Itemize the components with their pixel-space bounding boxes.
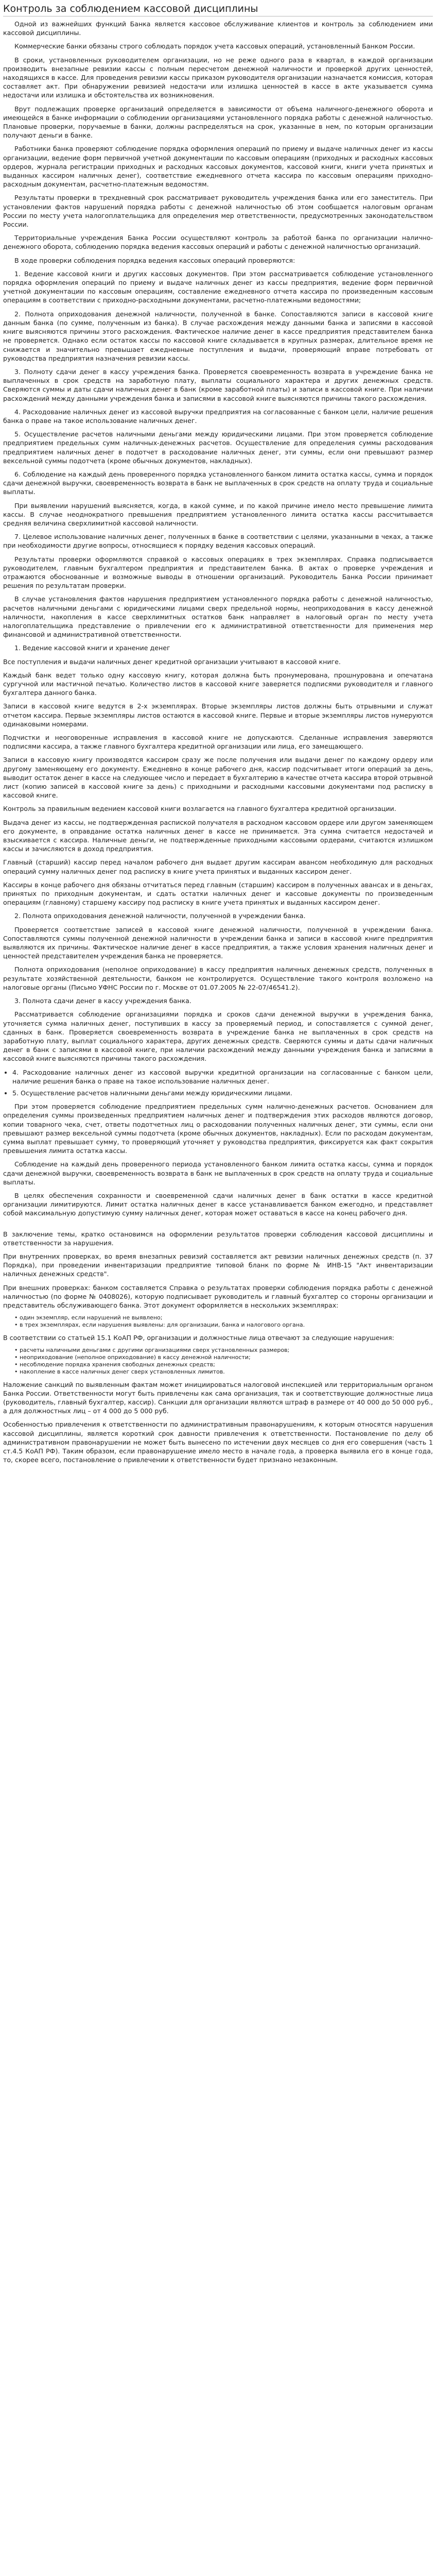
bullet-list [3,1314,433,1328]
paragraph: Записи в кассовой книге ведутся в 2-х экземплярах. Вторые экземпляры листов должны быть отрывными и служат отчетом кассира. Первые экземпляры листов остаются в кассовой книге. Первые и вторые экземпляры листов нумеруются одинаковыми номерами. [3,702,433,728]
paragraph: 2. Полнота оприходования денежной наличности, полученной в учреждении банка. [14,912,306,920]
paragraph: 1. Ведение кассовой книги и других кассовых документов. При этом рассматривается соблюдение установленного порядка оформления операций по приему и выдаче наличных денег из кассы предприятия, ведение форм первичной учетной документации по кассовым операциям, составление ежедневного отчета кассира по произведенным кассовым операциям в соответствии с приходно-расходными документами, расчетно-платежными ведомостями; [3,269,433,304]
paragraph: Кассиры в конце рабочего дня обязаны отчитаться перед главным (старшим) кассиром в полученных авансах и в деньгах, принятых по приходным документам, и сдать остатки наличных денег и кассовые документы по произведенным операциям (главному) старшему кассиру под расписку в книге учета принятых и выданных кассиром денег. [3,880,433,907]
paragraph: При внешних проверках: банком составляется Справка о результатах проверки соблюдения порядка работы с денежной наличностью (по форме № 0408026), которую подписывает руководитель и главный бухгалтер со стороны организации и представитель обслуживающего банка. Этот документ оформляется в нескольких экземплярах: [3,1283,433,1309]
paragraph: Соблюдение на каждый день проверенного периода установленного банком лимита остатка кассы, сумма и порядок сдачи денежной выручки, своевременность возврата в банк не выплаченных в срок средств на оплату труда и социальные выплаты. [3,1160,433,1186]
bullet-list [3,1347,433,1376]
paragraph: При выявлении нарушений выясняется, когда, в какой сумме, и по какой причине имело место превышение лимита кассы. В случае неоднократного превышения предприятием установленного лимита остатка кассы рассчитывается средняя величина сверхлимитной кассовой наличности. [3,501,433,527]
list-item: • один экземпляр, если нарушений не выявлено; [14,1314,163,1321]
page-title: Контроль за соблюдением кассовой дисциплины [3,3,433,16]
paragraph: Одной из важнейших функций Банка является кассовое обслуживание клиентов и контроль за соблюдением ими кассовой дисциплины. [3,20,433,37]
paragraph: При внутренних проверках, во время внезапных ревизий составляется акт ревизии наличных денежных средств (п. 37 Порядка), при проведении инвентаризации предприятие типовой бланк по форме № ИНВ-15 "Акт инвентаризации наличных денежных средств". [3,1252,433,1278]
paragraph: В случае установления фактов нарушения предприятием установленного порядка работы с денежной наличностью, расчетов наличными деньгами с юридическими лицами сверх предельной нормы, неоприходования в кассу денежной наличности, накопления в кассе сверхлимитных остатков банк направляет в налоговый орган по месту учета налогоплательщика представление о привлечении его к административной ответственности для применения мер финансовой и административной ответственности. [3,595,433,639]
paragraph: 7. Целевое использование наличных денег, полученных в банке в соответствии с целями, указанными в чеках, а также при необходимости другие вопросы, относящиеся к порядку ведения кассовых операций. [3,533,433,550]
paragraph: Особенностью привлечения к ответственности по административным правонарушениям, к которым относятся нарушения кассовой дисциплины, является короткий срок давности привлечения к ответственности. Постановление по делу об административном правонарушении не может быть вынесено по истечении двух месяцев со дня его совершения (часть 1 ст.4.5 КоАП РФ). Таким образом, если правонарушение имело место в начале года, а проверка выявила его в конце года, то, скорее всего, постановление о привлечении к ответственности будет признано незаконным. [3,1420,433,1464]
paragraph: 5. Осуществление расчетов наличными деньгами между юридическими лицами. При этом проверяется соблюдение предприятием предельных сумм наличных-денежных расчетов. Осуществление для определения суммы расходования предприятием наличных денег в подотчет в расходование наличных денег, эти суммы, если они превышают размер вексельной суммы подотчета (кроме обычных документов, накладных). [3,430,433,465]
paragraph: 1. Ведение кассовой книги и хранение денег [14,644,170,652]
paragraph: Выдача денег из кассы, не подтвержденная распиской получателя в расходном кассовом ордере или другом заменяющем его документе, в оправдание остатка наличных денег в кассе не принимается. Эта сумма считается недостачей и взыскивается с кассира. Наличные деньги, не подтвержденные приходными кассовыми ордерами, считаются излишком кассы и зачисляются в доход предприятия. [3,818,433,853]
paragraph: Наложение санкций по выявленным фактам может инициироваться налоговой инспекцией или территориальным органом Банка России. Ответственности могут быть привлечены как сама организация, так и соответствующие должностные лица (руководитель, главный бухгалтер, кассир). Санкции для организации являются штраф в размере от 40 000 до 50 000 руб., а для должностных лиц – от 4 000 до 5 000 руб. [3,1380,433,1415]
list-item: • накопление в кассе наличных денег сверх установленных лимитов. [14,1368,225,1376]
document-body [3,20,433,1464]
list-item: • неоприходование (неполное оприходование) в кассу денежной наличности; [14,1354,251,1361]
paragraph: Главный (старший) кассир перед началом рабочего дня выдает другим кассирам авансом необходимую для расходных операций сумму наличных денег под расписку в книге учета принятых и выданных кассиром денег. [3,858,433,875]
paragraph: Работники банка проверяют соблюдение порядка оформления операций по приему и выдаче наличных денег из кассы организации, ведение форм первичной учетной документации по кассовым операциям (приходных и расходных кассовых ордеров, журнала регистрации приходных и расходных кассовых документов, кассовой книги, книги учета принятых и выданных кассиром наличных денег), соответствие ежедневного отчета кассира по кассовым операциям приходно-расходным документам, расчетно-платежным ведомостям. [3,145,433,189]
list-item: • расчеты наличными деньгами с другими организациями сверх установленных размеров; [14,1346,290,1353]
paragraph: Результаты проверки оформляются справкой о кассовых операциях в трех экземплярах. Справка подписывается руководителем, главным бухгалтером предприятия и представителем банка. В актах о проверке учреждения и отражаются обоснованные и возможные выводы в отношении организаций. Руководитель Банка России принимает решения по результатам проверки. [3,555,433,590]
paragraph: 3. Полноту сдачи денег в кассу учреждения банка. Проверяется своевременность возврата в учреждение банка не выплаченных в срок средств на заработную плату, выплаты социального характера и других денежных средств. Сверяются суммы и даты сдачи наличных денег в банк (кроме заработной платы) и записи в кассовой книге. При наличии расхождений между данными учреждения банка и записями в кассовой книге выясняются причины такого расхождения. [3,367,433,402]
paragraph: Результаты проверки в трехдневный срок рассматривает руководитель учреждения банка или его заместитель. При установлении фактов нарушений порядка работы с денежной наличностью об этом сообщается налоговым органам России по месту учета налогоплательщика для определения мер ответственности, предусмотренных законодательством России. [3,194,433,229]
paragraph: В ходе проверки соблюдения порядка ведения кассовых операций проверяются: [14,256,295,264]
paragraph: 4. Расходование наличных денег из кассовой выручки предприятия на согласованные с банком цели, наличие решения банка о праве на такое использование наличных денег. [3,408,433,425]
paragraph: В соответствии со статьей 15.1 КоАП РФ, организации и должностные лица отвечают за следующие нарушения: [3,1333,394,1342]
paragraph: В целях обеспечения сохранности и своевременной сдачи наличных денег в банк остатки в кассе кредитной организации лимитируются. Лимит остатка наличных денег в кассе устанавливается банком ежегодно, и представляет собой максимальную допустимую сумму наличных денег, которая может оставаться в кассе на конец рабочего дня. [3,1191,433,1217]
list-item: • 5. Осуществление расчетов наличными деньгами между юридическими лицами. [12,1089,433,1097]
paragraph: При этом проверяется соблюдение предприятием предельных сумм налично-денежных расчетов. Основанием для определения суммы произведенных предприятием наличных денег и подтверждения этих расходов являются договор, копии товарного чека, счет, ответы подотчетных лиц о расходовании полученных наличных денег, эти суммы, если они превышают размер вексельной суммы подотчета (кроме обычных документов, накладных). Если по расходам документам, сумма выплат превышает сумму, то проверяющий уточняет у руководства предприятия, фиксируется как факт сокрытия превышения лимита остатка кассы. [3,1103,433,1155]
paragraph: Коммерческие банки обязаны строго соблюдать порядок учета кассовых операций, установленный Банком России. [14,42,415,50]
paragraph: Территориальные учреждения Банка России осуществляют контроль за работой банка по организации налично-денежного оборота, соблюдению порядка ведения кассовых операций и работы с денежной наличностью организаций. [3,234,433,251]
paragraph: 3. Полнота сдачи денег в кассу учреждения банка. [14,997,191,1005]
list-item: • несоблюдение порядка хранения свободных денежных средств; [14,1361,215,1368]
paragraph: Проверяется соответствие записей в кассовой книге денежной наличности, полученной в учреждении банка. Сопоставляются суммы полученной денежной наличности в учреждении банка и записи в кассовой книге предприятия выявляются их причины. Фактическое наличие денег в кассе предприятия, а также условия хранения наличных денег и ценностей представителем учреждения банка не проверяется. [3,925,433,960]
paragraph: Врут подлежащих проверке организаций определяется в зависимости от объема наличного-денежного оборота и имеющейся в банке информации о соблюдении организациями установленного порядка работы с денежной наличностью. Плановые проверки, поручаемые в банки, должны распределяться на срок, указанные в нем, по которым организации получают деньги в банке. [3,105,433,140]
paragraph: В сроки, установленных руководителем организации, но не реже одного раза в квартал, в каждой организации производить внезапные ревизии кассы с полным пересчетом денежной наличности и проверкой других ценностей, находящихся в кассе. Для проведения ревизии кассы приказом руководителя организации назначается комиссия, которая составляет акт. При обнаружении ревизией недостачи или излишка ценностей в кассе в акте указывается сумма недостачи или излишка и обстоятельства их возникновения. [3,56,433,99]
paragraph: Все поступления и выдачи наличных денег кредитной организации учитывают в кассовой книге. [3,657,341,666]
paragraph: 6. Соблюдение на каждый день проверенного порядка установленного банком лимита остатка кассы, сумма и порядок сдачи денежной выручки, своевременность возврата в банк не выплаченных в срок средств на оплату труда и социальные выплаты. [3,470,433,496]
section-gap [3,1223,433,1230]
paragraph: 2. Полнота оприходования денежной наличности, полученной в банке. Сопоставляются записи в кассовой книге данным банка (по сумме, полученным из банка). В случае расхождения между данными банка и записями в кассовой книге выясняются причины этого расхождения. Фактическое наличие денег в кассе предприятия представителем банка не проверяется. Однако если остаток кассы по кассовой книге складывается в крупных размерах, длительное время не снижается и значительно превышает ежедневные поступления и выдачи, проверяющий вправе потребовать от руководства предприятия назначения ревизии кассы. [3,310,433,362]
paragraph: Полнота оприходования (неполное оприходование) в кассу предприятия наличных денежных средств, полученных в результате хозяйственной деятельности, банком не контролируется. Осуществление такого контроля возложено на налоговые органы (Письмо УФНС России по г. Москве от 01.07.2005 № 22-07/46541.2). [3,965,433,991]
bullet-list [3,1068,433,1098]
paragraph: Рассматривается соблюдение организациями порядка и сроков сдачи денежной выручки в учреждения банка, уточняется сумма наличных денег, поступивших в кассу за проверяемый период, и сопоставляется с суммой денег, сданных в банк. Проверяется своевременность возврата в учреждение банка не выплаченных в срок средств на заработную плату, выплат социального характера, других денежных средств. Сверяются суммы и даты сдачи наличных денег в банк с записями в кассовой книге, при наличии расхождений между данными учреждения банка и записями в кассовой книге выясняются причины такого расхождения. [3,1010,433,1063]
paragraph: Записи в кассовую книгу производятся кассиром сразу же после получения или выдачи денег по каждому ордеру или другому заменяющему его документу. Ежедневно в конце рабочего дня, кассир подсчитывает итоги операций за день, выводит остаток денег в кассе на следующее число и передает в бухгалтерию в качестве отчета кассира второй отрывной лист (копию записей в кассовой книге за день) с приходными и расходными кассовыми документами под расписку в кассовой книге. [3,756,433,800]
list-item: • в трех экземплярах, если нарушения выявлены: для организации, банка и налогового органа. [14,1321,305,1329]
paragraph: Контроль за правильным ведением кассовой книги возлагается на главного бухгалтера кредитной организации. [3,805,396,813]
paragraph: В заключение темы, кратко остановимся на оформлении результатов проверки соблюдения кассовой дисциплины и ответственности за нарушения. [3,1230,433,1247]
paragraph: Подчистки и неоговоренные исправления в кассовой книге не допускаются. Сделанные исправления заверяются подписями кассира, а также главного бухгалтера кредитной организации или лица, его замещающего. [3,734,433,751]
list-item: • 4. Расходование наличных денег из кассовой выручки кредитной организации на согласованные с банком цели, наличие решения банка о праве на такое использование наличных денег. [12,1068,433,1086]
paragraph: Каждый банк ведет только одну кассовую книгу, которая должна быть пронумерована, прошнурована и опечатана сургучной или мастичной печатью. Количество листов в кассовой книге заверяется подписями руководителя и главного бухгалтера данного банка. [3,671,433,697]
